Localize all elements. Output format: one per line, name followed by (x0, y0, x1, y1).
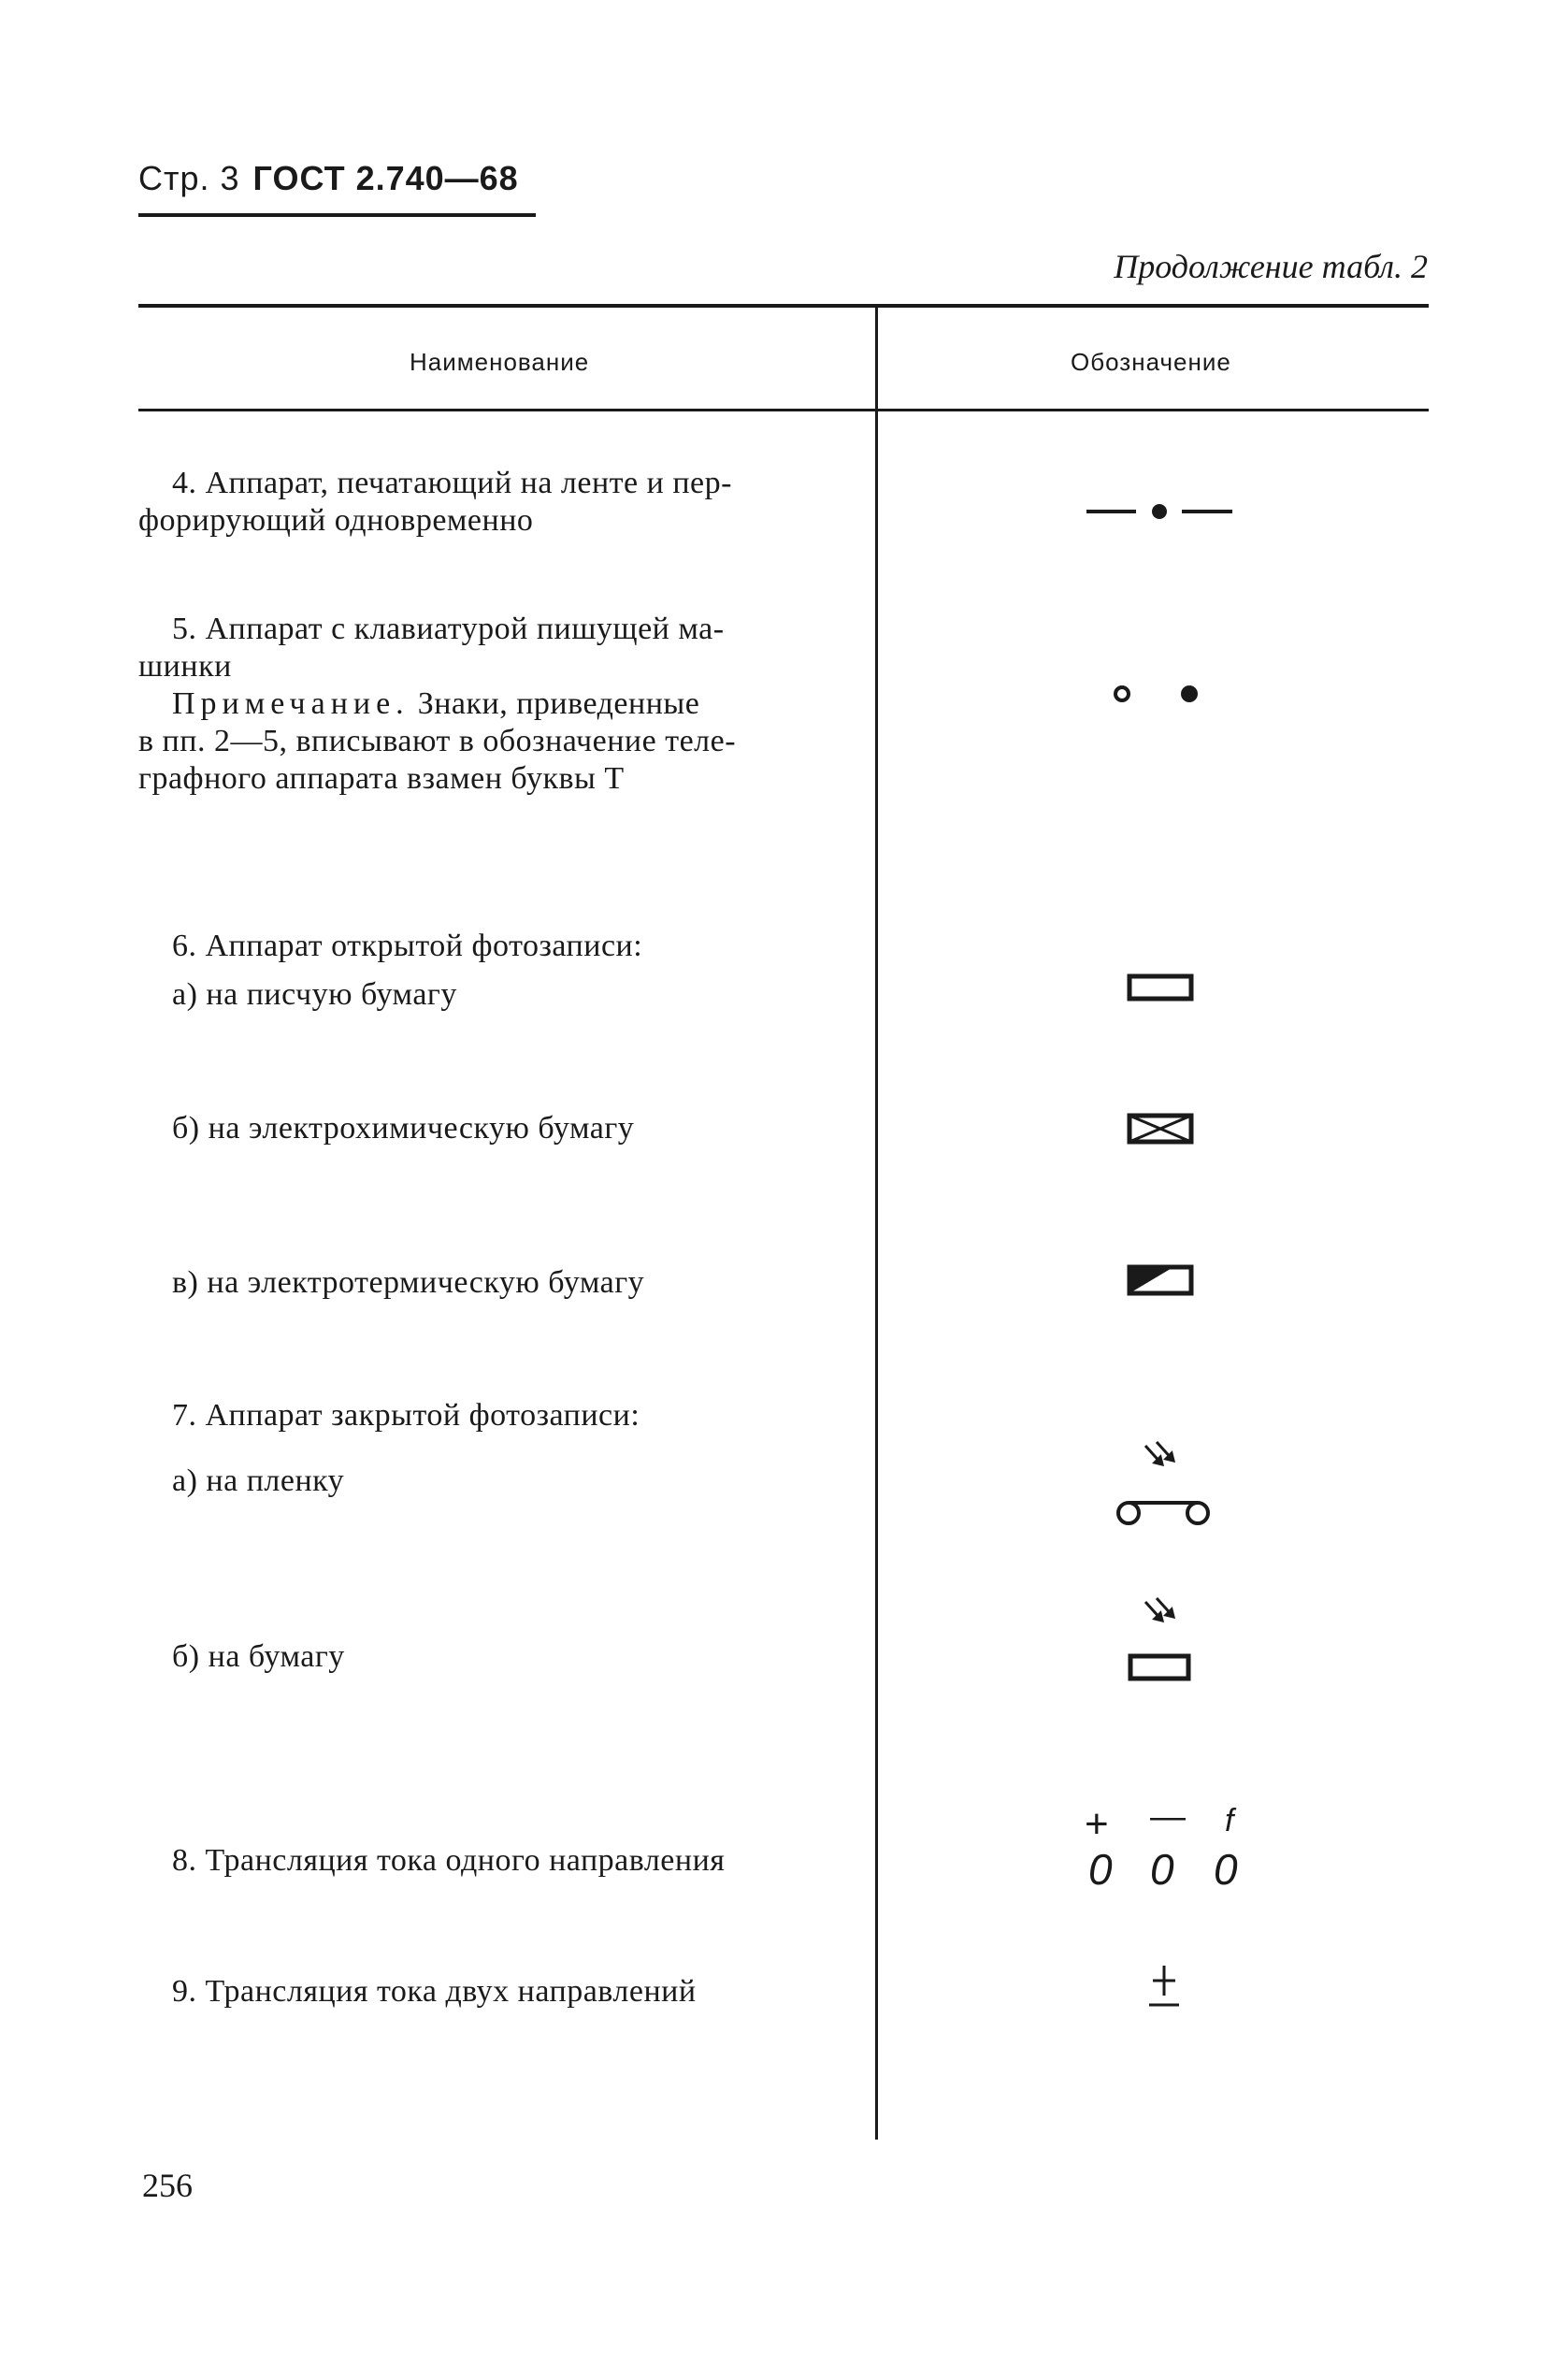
row-7a-label: а) на пленку (172, 1463, 345, 1498)
dash-dot-dash-symbol (1085, 500, 1234, 523)
row-5-name (138, 611, 835, 798)
paper-recording-symbol (1117, 1593, 1201, 1686)
light-arrows-icon (1145, 1442, 1173, 1464)
two-direction-translation-symbol (1145, 1962, 1183, 2012)
page-number: 256 (142, 2167, 193, 2204)
column-header-symbol: Обозначение (1071, 348, 1231, 376)
page-ref: Стр. 3 (138, 159, 240, 197)
light-arrows-icon (1145, 1598, 1173, 1621)
row-7b-label: б) на бумагу (172, 1639, 345, 1674)
f-mark: f (1225, 1803, 1234, 1838)
row-4-name (138, 465, 835, 540)
open-rectangle-symbol (1127, 971, 1194, 1004)
row-5-note: Примечание. Знаки, приведенные (172, 686, 700, 721)
row-5-line2: шинки (138, 649, 232, 684)
table-continuation-label: Продолжение табл. 2 (1114, 248, 1428, 285)
minus-mark: — (1150, 1797, 1186, 1837)
table-top-rule (138, 304, 1429, 308)
row-5-line1: 5. Аппарат с клавиатурой пишущей ма- (172, 612, 725, 646)
table-header-rule (138, 409, 1429, 411)
note-label: Примечание. (172, 686, 410, 721)
row-4-line1: 4. Аппарат, печатающий на ленте и пер- (172, 466, 732, 500)
open-dot-filled-dot-symbol (1111, 683, 1204, 705)
row-5-note-line2: в пп. 2—5, вписывают в обозначение теле- (138, 724, 737, 758)
row-4-line2: форирующий одновременно (138, 503, 534, 538)
row-6b-label: б) на электрохимическую бумагу (172, 1111, 635, 1146)
row-6a-label: а) на писчую бумагу (172, 977, 457, 1012)
row-9-title: 9. Трансляция тока двух направлений (172, 1974, 697, 2009)
row-7-title: 7. Аппарат закрытой фотозаписи: (172, 1398, 640, 1433)
row-8-title: 8. Трансляция тока одного направления (172, 1843, 726, 1878)
row-6v-label: в) на электротермическую бумагу (172, 1265, 645, 1300)
row-6-title: 6. Аппарат открытой фотозаписи: (172, 929, 643, 963)
film-recording-symbol (1108, 1440, 1220, 1534)
crossed-rectangle-symbol (1127, 1111, 1194, 1146)
column-header-name: Наименование (410, 348, 590, 376)
zero-mark-1: 0 (1088, 1845, 1113, 1894)
plus-mark: + (1085, 1801, 1109, 1847)
one-direction-translation-symbol (1085, 1797, 1253, 1910)
page-header (138, 159, 519, 198)
zero-mark-3: 0 (1214, 1845, 1238, 1894)
zero-mark-2: 0 (1150, 1845, 1174, 1894)
standard-number: ГОСТ 2.740—68 (252, 159, 519, 197)
column-divider (875, 307, 878, 2140)
row-5-note-line3: графного аппарата взамен буквы Т (138, 761, 625, 796)
shaded-rectangle-symbol (1127, 1262, 1194, 1298)
header-underline (138, 213, 536, 217)
